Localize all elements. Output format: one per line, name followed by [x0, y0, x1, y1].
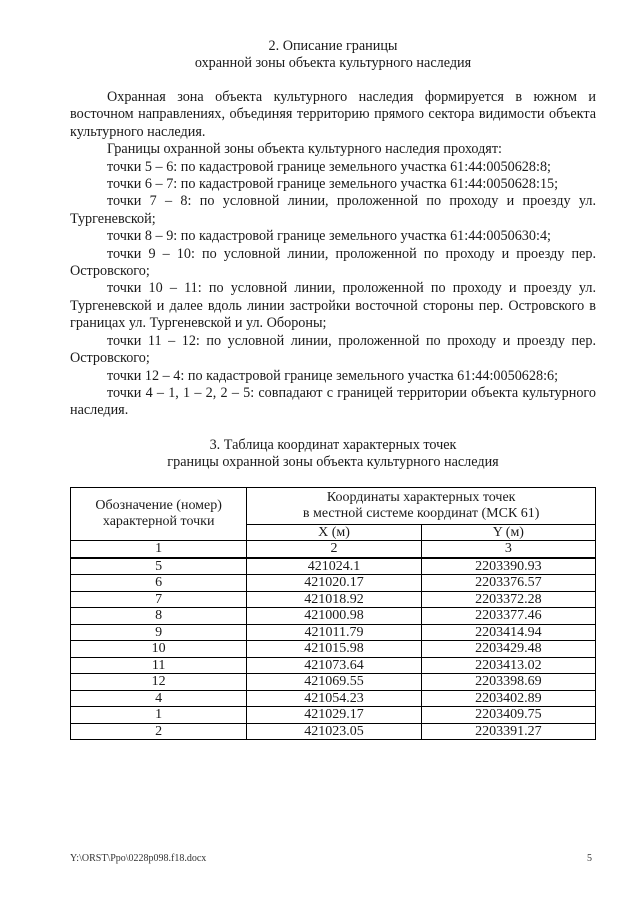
- cell-point: 12: [71, 674, 247, 691]
- cell-point: 1: [71, 707, 247, 724]
- cell-y: 2203409.75: [421, 707, 595, 724]
- cell-point: 10: [71, 641, 247, 658]
- document-page: [70, 36, 596, 740]
- paragraph: точки 6 – 7: по кадастровой границе земельного участка 61:44:0050628:15;: [107, 176, 559, 193]
- cell-point: 7: [71, 591, 247, 608]
- cell-point: 9: [71, 624, 247, 641]
- cell-point: 2: [71, 723, 247, 740]
- paragraph: точки 11 – 12: по условной линии, проложенной по проходу и проезду пер. Островского;: [70, 332, 596, 367]
- cell-y: 2203372.28: [421, 591, 595, 608]
- paragraph: Охранная зона объекта культурного наследия формируется в южном и восточном направлениях, объединяя территорию прямого сектора видимости объекта культурного наследия.: [70, 89, 596, 140]
- header-y-cell: Y (м): [421, 524, 595, 541]
- cell-point: 11: [71, 657, 247, 674]
- page-number: 5: [587, 853, 592, 864]
- paragraph: точки 9 – 10: по условной линии, проложенной по проходу и проезду пер. Островского;: [70, 245, 596, 280]
- file-path: Y:\ORST\Ppo\0228p098.f18.docx: [70, 853, 207, 864]
- table-row: [71, 641, 596, 658]
- cell-x: 421000.98: [247, 608, 421, 625]
- header-coords-line1: Координаты характерных точек: [326, 490, 516, 506]
- table-row: [71, 707, 596, 724]
- cell-point: 5: [71, 558, 247, 575]
- section-2-title: [70, 38, 596, 72]
- cell-x: 421018.92: [247, 591, 421, 608]
- table-column-number-row: [71, 541, 596, 558]
- cell-y: 2203414.94: [421, 624, 595, 641]
- cell-x: 421054.23: [247, 690, 421, 707]
- table-row: [71, 690, 596, 707]
- cell-x: 421023.05: [247, 723, 421, 740]
- column-number-cell: 2: [247, 541, 421, 558]
- cell-x: 421020.17: [247, 575, 421, 592]
- cell-point: 8: [71, 608, 247, 625]
- paragraph: точки 7 – 8: по условной линии, проложенной по проходу и проезду ул. Тургеневской;: [70, 193, 596, 227]
- column-number-cell: 3: [421, 541, 595, 558]
- section-3-title: [70, 437, 596, 471]
- cell-y: 2203429.48: [421, 641, 595, 658]
- paragraph: Границы охранной зоны объекта культурного наследия проходят:: [107, 141, 502, 158]
- paragraph: точки 8 – 9: по кадастровой границе земельного участка 61:44:0050630:4;: [107, 228, 551, 245]
- coordinates-table: [70, 487, 596, 741]
- paragraph: точки 10 – 11: по условной линии, проложенной по проходу и проезду ул. Тургеневской и далее вдоль линии застройки восточной стороны пер. Островского в границах ул. Тургеневской и ул. Обороны;: [70, 280, 596, 332]
- cell-y: 2203398.69: [421, 674, 595, 691]
- header-point-line2: характерной точки: [102, 513, 215, 529]
- table-row: [71, 575, 596, 592]
- cell-x: 421024.1: [247, 558, 421, 575]
- table-row: [71, 723, 596, 740]
- section-2-title-line1: 2. Описание границы: [268, 38, 398, 54]
- table-row: [71, 558, 596, 575]
- table-row: [71, 624, 596, 641]
- table-row: [71, 608, 596, 625]
- cell-x: 421015.98: [247, 641, 421, 658]
- header-point-cell: [71, 487, 247, 541]
- cell-x: 421011.79: [247, 624, 421, 641]
- cell-x: 421069.55: [247, 674, 421, 691]
- cell-y: 2203377.46: [421, 608, 595, 625]
- section-2-body: [70, 89, 596, 420]
- table-body: [71, 558, 596, 740]
- section-3-title-line2: границы охранной зоны объекта культурного наследия: [167, 453, 499, 470]
- paragraph: точки 5 – 6: по кадастровой границе земельного участка 61:44:0050628:8;: [107, 158, 551, 175]
- cell-y: 2203413.02: [421, 657, 595, 674]
- header-x-cell: X (м): [247, 524, 421, 541]
- paragraph: точки 4 – 1, 1 – 2, 2 – 5: совпадают с границей территории объекта культурного наследия.: [70, 384, 596, 419]
- section-2-title-line2: охранной зоны объекта культурного наследия: [194, 55, 472, 71]
- cell-x: 421029.17: [247, 707, 421, 724]
- column-number-cell: 1: [71, 541, 247, 558]
- table-row: [71, 591, 596, 608]
- cell-point: 6: [71, 575, 247, 592]
- cell-point: 4: [71, 690, 247, 707]
- header-coords-cell: [247, 487, 596, 524]
- cell-y: 2203391.27: [421, 723, 595, 740]
- cell-y: 2203390.93: [421, 558, 595, 575]
- cell-y: 2203402.89: [421, 690, 595, 707]
- header-coords-line2: в местной системе координат (МСК 61): [302, 505, 540, 521]
- cell-y: 2203376.57: [421, 575, 595, 592]
- table-header-row: [71, 487, 596, 524]
- cell-x: 421073.64: [247, 657, 421, 674]
- paragraph: точки 12 – 4: по кадастровой границе земельного участка 61:44:0050628:6;: [107, 367, 559, 384]
- table-row: [71, 657, 596, 674]
- section-3-title-line1: 3. Таблица координат характерных точек: [209, 436, 457, 453]
- table-row: [71, 674, 596, 691]
- header-point-line1: Обозначение (номер): [95, 498, 222, 514]
